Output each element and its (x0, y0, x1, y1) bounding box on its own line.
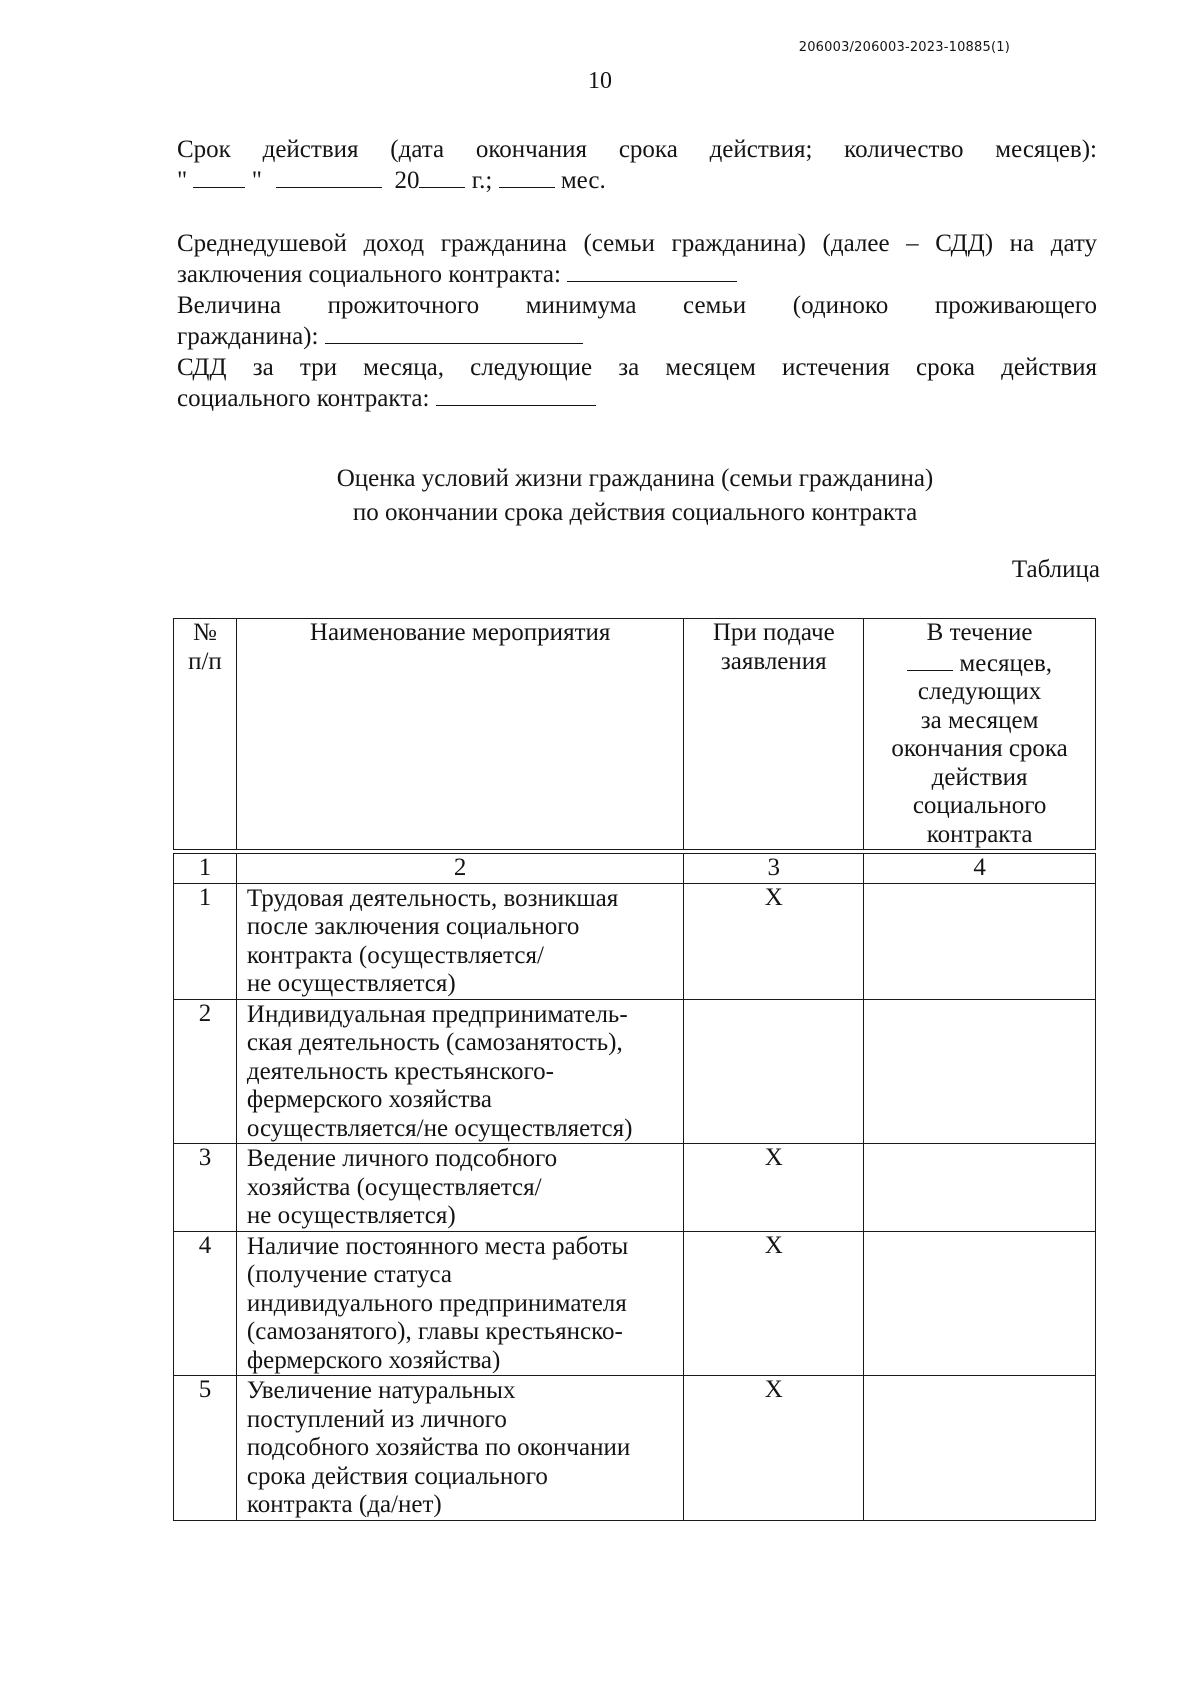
row-number: 4 (174, 1231, 237, 1376)
table-body (174, 883, 1096, 1520)
table-row (174, 1231, 1096, 1376)
row-at-application-mark: Х (684, 1231, 864, 1376)
row-name-line: после заключения социального (246, 913, 580, 940)
minimum-blank (325, 321, 583, 344)
column-number-row (174, 854, 1096, 884)
row-name-line: срока действия социального (246, 1462, 548, 1490)
month-blank (276, 165, 382, 188)
row-number: 3 (174, 1144, 237, 1232)
row-name-line: деятельность крестьянского- (246, 1057, 554, 1085)
column-number: 3 (684, 854, 864, 884)
after-line2 (177, 383, 1097, 414)
header-name: Наименование мероприятия (236, 619, 683, 850)
header-during-line4: за месяцем (920, 706, 1039, 734)
column-number: 2 (236, 854, 683, 884)
minimum-label: гражданина): (177, 323, 319, 350)
header-during (864, 619, 1096, 850)
term-line: Срок действия (дата окончания срока действия; количество месяцев): (177, 136, 1097, 163)
table-row (174, 999, 1096, 1144)
term-fields (177, 165, 1097, 196)
row-name-line: не осуществляется) (246, 1202, 456, 1229)
header-during-line7: социального (912, 792, 1047, 819)
after-blank (436, 383, 596, 406)
header-during-line5: окончания срока (891, 735, 1068, 762)
row-name (236, 999, 683, 1144)
minimum-line2 (177, 321, 1097, 352)
row-at-application-mark: Х (684, 1144, 864, 1232)
header-during-line3: следующих (917, 678, 1042, 705)
row-number: 2 (174, 999, 237, 1144)
row-name-line: контракта (да/нет) (246, 1491, 442, 1518)
header-during-line6: действия (931, 763, 1028, 791)
after-label: социального контракта: (177, 385, 430, 412)
quote-close: " (251, 167, 262, 194)
row-name (236, 1231, 683, 1376)
header-num-label: п/п (188, 647, 222, 675)
row-name-line: контракта (осуществляется/ (246, 941, 544, 969)
day-blank (193, 165, 245, 188)
row-name (236, 1144, 683, 1232)
row-name-line: (получение статуса (246, 1261, 452, 1288)
row-name-line: Увеличение натуральных (246, 1377, 516, 1404)
table-header-row (174, 619, 1096, 850)
row-during-value (864, 1231, 1096, 1376)
row-name-line: ская деятельность (самозанятость), (246, 1029, 623, 1056)
column-number: 4 (864, 854, 1096, 884)
section-title-line1: Оценка условий жизни гражданина (семьи гражданина) (336, 465, 934, 492)
year-suffix: г.; (471, 167, 493, 194)
evaluation-table (173, 618, 1096, 1521)
header-num-symbol: № (193, 619, 217, 646)
section-title (0, 462, 1200, 530)
year-prefix: 20 (394, 167, 420, 194)
year-blank (419, 165, 465, 188)
header-during-line1: В течение (926, 619, 1033, 646)
row-name-line: хозяйства (осуществляется/ (246, 1173, 542, 1201)
sdd-line2 (177, 259, 1097, 290)
quote-open: " (177, 167, 188, 194)
header-during-line2 (870, 648, 1089, 679)
row-during-value (864, 883, 1096, 999)
row-name-line: не осуществляется) (246, 970, 456, 997)
row-name-line: фермерского хозяйства (246, 1086, 493, 1113)
row-at-application-mark: Х (684, 883, 864, 999)
row-at-application-mark: Х (684, 1376, 864, 1521)
row-name-line: поступлений из личного (246, 1405, 507, 1433)
row-name-line: Наличие постоянного места работы (246, 1232, 629, 1260)
row-number: 5 (174, 1376, 237, 1521)
months-blank (499, 165, 555, 188)
column-number: 1 (174, 854, 237, 884)
row-name-line: индивидуального предпринимателя (246, 1289, 627, 1317)
header-num (174, 619, 237, 850)
row-name-line: подсобного хозяйства по окончании (246, 1434, 631, 1461)
row-name-line: (самозанятого), главы крестьянско- (246, 1318, 623, 1345)
table-row (174, 1144, 1096, 1232)
header-during-months: месяцев, (959, 649, 1053, 677)
sdd-blank (567, 259, 737, 282)
sdd-label: заключения социального контракта: (177, 261, 561, 288)
header-at-application (684, 619, 864, 850)
row-number: 1 (174, 883, 237, 999)
table-row (174, 1376, 1096, 1521)
row-name-line: осуществляется/не осуществляется) (246, 1114, 633, 1142)
row-name (236, 1376, 683, 1521)
header-at-application-line2: заявления (720, 647, 827, 675)
page-number: 10 (588, 68, 612, 94)
months-suffix: мес. (560, 167, 606, 194)
row-name (236, 883, 683, 999)
row-during-value (864, 1144, 1096, 1232)
row-name-line: фермерского хозяйства) (246, 1346, 501, 1374)
row-during-value (864, 1376, 1096, 1521)
header-at-application-line1: При подаче (712, 619, 835, 646)
row-name-line: Индивидуальная предприниматель- (246, 1000, 628, 1028)
months-count-blank (907, 648, 953, 671)
row-at-application-mark (684, 999, 864, 1144)
row-during-value (864, 999, 1096, 1144)
sdd-line1: Среднедушевой доход гражданина (семьи гражданина) (далее – СДД) на дату (177, 230, 1097, 257)
table-row (174, 883, 1096, 999)
minimum-line1: Величина прожиточного минимума семьи (одиноко проживающего (177, 292, 1097, 319)
document-id: 206003/206003-2023-10885(1) (798, 40, 1010, 55)
header-during-line8: контракта (926, 820, 1033, 848)
row-name-line: Ведение личного подсобного (246, 1145, 558, 1172)
table-label: Таблица (1011, 556, 1100, 583)
after-line1: СДД за три месяца, следующие за месяцем истечения срока действия (177, 354, 1097, 381)
row-name-line: Трудовая деятельность, возникшая (246, 884, 619, 912)
section-title-line2: по окончании срока действия социального контракта (352, 499, 918, 526)
